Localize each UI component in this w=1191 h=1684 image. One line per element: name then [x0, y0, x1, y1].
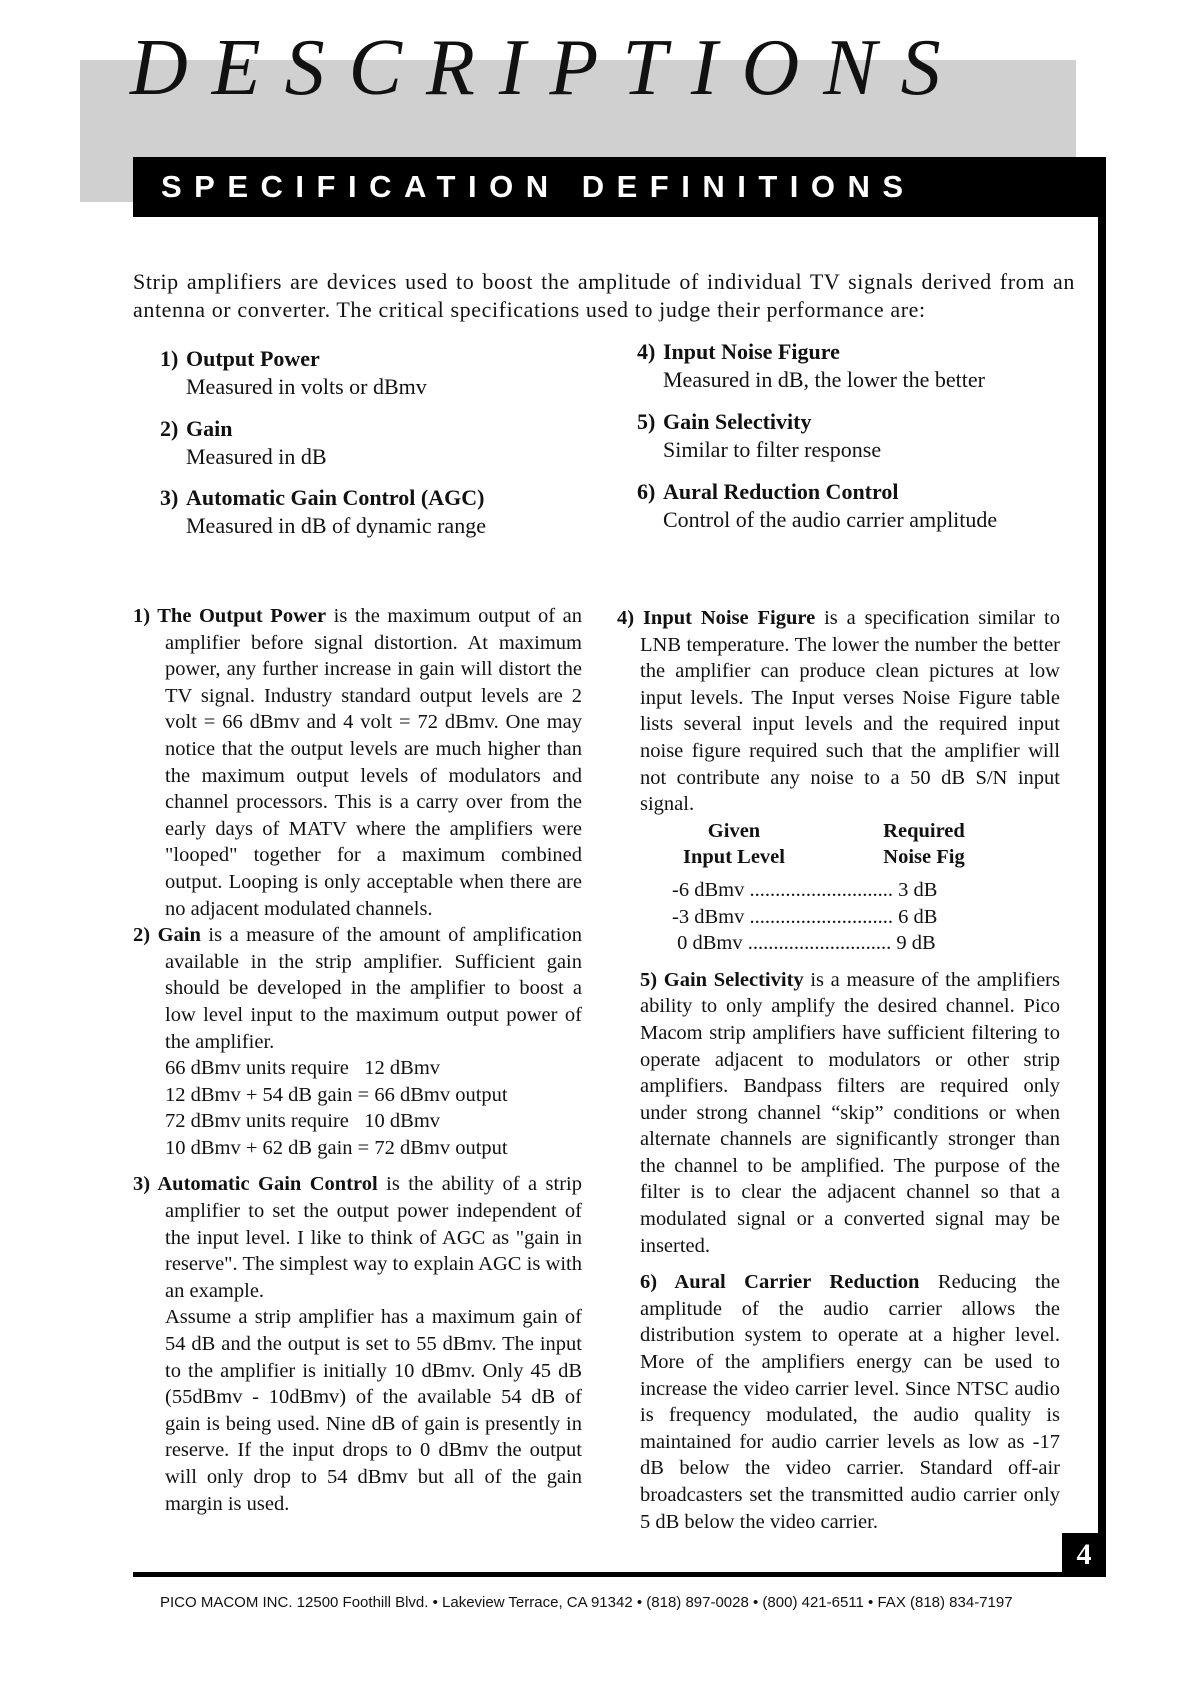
output-power-body: is the maximum output of an amplifier before signal distortion. At maximum power, any further increase in gain will distort the TV signal. Industry standard output levels are 2 volt = 66 dBmv and 4 volt = 72 dBmv. One may notice that the output levels are much higher than the maximum output levels of modulators and channel processors. This is a carry over from the early days of MATV where the amplifiers were "looped" together for a maximum combined output. Looping is only acceptable when there are no adjacent modulated channels.	[165, 605, 582, 920]
noise-figure-lead: 4) Input Noise Figure	[617, 607, 816, 629]
noise-figure-rows	[672, 877, 1060, 957]
noise-figure-table	[669, 818, 979, 871]
page-title: DESCRIPTIONS	[130, 24, 965, 112]
spec-desc: Control of the audio carrier amplitude	[663, 507, 998, 532]
table-row: 0 dBmv ............................ 9 dB	[672, 932, 936, 955]
spec-item	[160, 484, 600, 540]
agc-example-paragraph: Assume a strip amplifier has a maximum gain of 54 dB and the output is set to 55 dBmv. The input to the amplifier is initially 10 dBmv. Only 45 dB (55dBmv - 10dBmv) of the available 54 dB of gain is being used. Nine dB of gain is presently in reserve. If the input drops to 0 dBmv the output will only drop to 54 dBmv but all of the gain margin is used.	[165, 1306, 582, 1515]
gain-example: 10 dBmv + 62 dB gain = 72 dBmv output	[165, 1136, 508, 1159]
spec-item	[160, 415, 600, 471]
selectivity-lead: 5) Gain Selectivity	[640, 968, 804, 991]
spec-title: Gain Selectivity	[663, 409, 812, 434]
output-power-lead: 1) The Output Power	[133, 605, 327, 627]
gain-example: 72 dBmv units require 10 dBmv	[165, 1110, 441, 1133]
spec-item	[637, 338, 1077, 394]
spec-number: 5)	[637, 409, 656, 434]
spec-title: Input Noise Figure	[663, 339, 840, 364]
right-rule	[1098, 157, 1106, 1575]
gain-paragraph	[133, 922, 582, 1055]
footer-contact: PICO MACOM INC. 12500 Foothill Blvd. • Lakeview Terrace, CA 91342 • (818) 897-0028 • (800) 421-6511 • FAX (818) 834-7197	[160, 1594, 1013, 1611]
spec-desc: Measured in dB	[186, 444, 327, 469]
spec-desc: Measured in volts or dBmv	[186, 374, 427, 399]
bottom-rule	[133, 1572, 1106, 1577]
spec-item	[637, 478, 1077, 534]
spec-desc: Similar to filter response	[663, 437, 882, 462]
spec-desc: Measured in dB of dynamic range	[186, 513, 486, 538]
selectivity-paragraph	[617, 967, 1060, 1260]
gain-example: 66 dBmv units require 12 dBmv	[165, 1057, 441, 1080]
table-header-required: Required	[883, 819, 965, 842]
spec-item	[160, 345, 600, 401]
table-header-input-level: Input Level	[683, 846, 785, 869]
table-header-given: Given	[707, 819, 761, 842]
section-title: SPECIFICATION DEFINITIONS	[133, 157, 1105, 217]
spec-title: Aural Reduction Control	[663, 479, 899, 504]
table-row: -6 dBmv ............................ 3 dB	[672, 878, 938, 901]
noise-figure-body: is a specification similar to LNB temperature. The lower the number the better the amplifier can produce clean pictures at low input levels. The Input verses Noise Figure table lists several input levels and the required input noise figure required such that the amplifier will not contribute any noise to a 50 dB S/N input signal.	[640, 607, 1060, 816]
spec-number: 2)	[160, 416, 179, 441]
gain-lead: 2) Gain	[133, 924, 201, 947]
spec-title: Gain	[186, 416, 233, 441]
spec-desc: Measured in dB, the lower the better	[663, 367, 985, 392]
spec-number: 6)	[637, 479, 656, 504]
table-row: -3 dBmv ............................ 6 dB	[672, 905, 938, 928]
aural-paragraph	[617, 1269, 1060, 1535]
agc-lead: 3) Automatic Gain Control	[133, 1173, 378, 1196]
agc-paragraph	[133, 1171, 582, 1304]
output-power-paragraph	[133, 603, 582, 922]
table-header-noise-fig: Noise Fig	[883, 846, 965, 869]
right-column	[617, 605, 1060, 1535]
spec-number: 1)	[160, 346, 179, 371]
agc-body: is the ability of a strip amplifier to set the output power independent of the input level. I like to think of AGC as "gain in reserve". The simplest way to explain AGC is with an example.	[165, 1173, 582, 1302]
spec-title: Automatic Gain Control (AGC)	[186, 485, 485, 510]
gain-example: 12 dBmv + 54 dB gain = 66 dBmv output	[165, 1083, 508, 1106]
spec-number: 3)	[160, 485, 179, 510]
spec-number: 4)	[637, 339, 656, 364]
gain-body: is a measure of the amount of amplification available in the strip amplifier. Sufficient gain should be developed in the amplifier to boost a low level input to the maximum output power of the amplifier.	[165, 924, 582, 1053]
selectivity-body: is a measure of the amplifiers ability to only amplify the desired channel. Pico Macom strip amplifiers have sufficient filtering to operate adjacent to modulators or other strip amplifiers. Bandpass filters are required only under strong channel “skip” conditions or when alternate channels are significantly stronger than the channel to be amplified. The purpose of the filter is to clear the adjacent channel so that a modulated signal or a converted signal may be inserted.	[640, 968, 1060, 1257]
left-column	[133, 603, 582, 1517]
aural-lead: 6) Aural Carrier Reduction	[640, 1271, 920, 1294]
spec-item	[637, 408, 1077, 464]
aural-body: Reducing the amplitude of the audio carrier allows the distribution system to operate at a higher level. More of the amplifiers energy can be used to increase the video carrier level. Since NTSC audio is frequency modulated, the audio quality is maintained for audio carrier levels as low as -17 dB below the video carrier. Standard off-air broadcasters set the transmitted audio carrier only 5 dB below the video carrier.	[640, 1271, 1060, 1533]
intro-paragraph: Strip amplifiers are devices used to boost the amplitude of individual TV signals derived from an antenna or converter. The critical specifications used to judge their performance are:	[133, 269, 1075, 322]
page-number: 4	[1062, 1533, 1106, 1577]
spec-title: Output Power	[186, 346, 320, 371]
noise-figure-paragraph	[617, 605, 1060, 818]
